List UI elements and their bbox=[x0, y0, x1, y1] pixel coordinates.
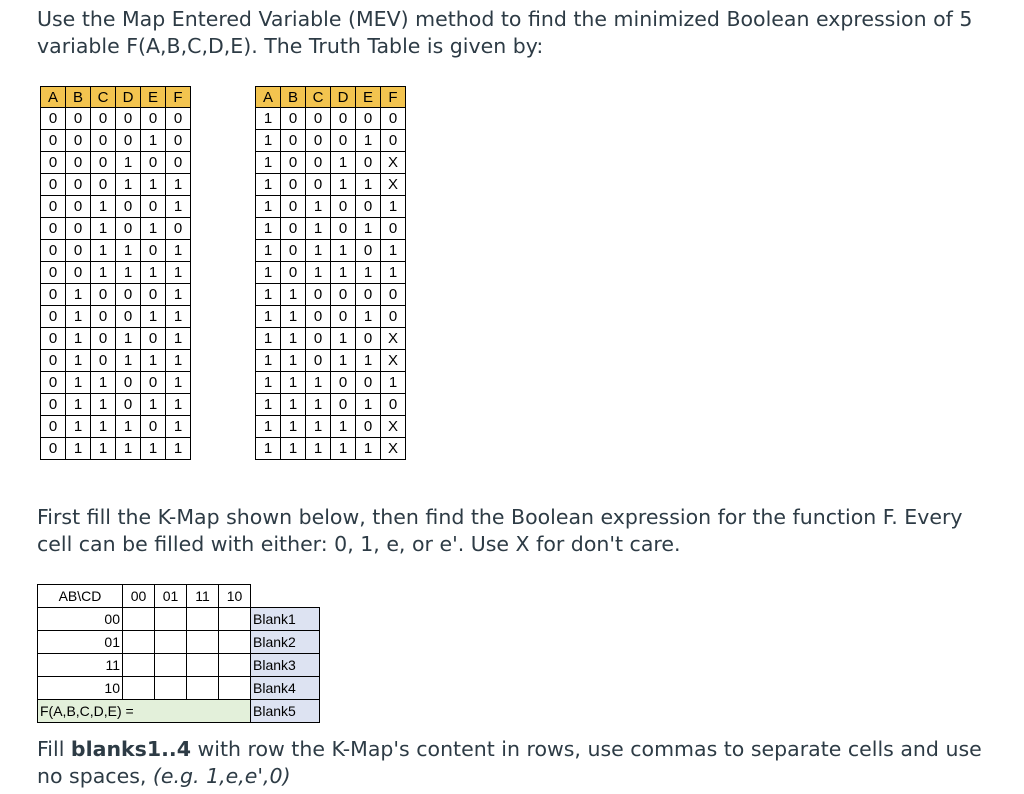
kmap-row-label: 01 bbox=[38, 631, 123, 654]
truth-table-header: B bbox=[66, 87, 91, 108]
truth-table-cell: 0 bbox=[141, 372, 166, 394]
truth-table-cell: 1 bbox=[256, 284, 281, 306]
blank3-field[interactable]: Blank3 bbox=[251, 654, 320, 677]
truth-table-cell: 0 bbox=[91, 350, 116, 372]
truth-table-cell: 0 bbox=[306, 350, 331, 372]
truth-table-header: A bbox=[256, 87, 281, 108]
truth-table-cell: 0 bbox=[356, 284, 381, 306]
blank2-field[interactable]: Blank2 bbox=[251, 631, 320, 654]
truth-table-cell: 1 bbox=[256, 438, 281, 460]
truth-table-row bbox=[256, 174, 406, 196]
truth-table-cell: 0 bbox=[306, 108, 331, 130]
truth-table-cell: 0 bbox=[66, 108, 91, 130]
truth-table-cell: X bbox=[381, 152, 406, 174]
truth-table-row bbox=[41, 240, 191, 262]
truth-table-cell: 0 bbox=[331, 394, 356, 416]
truth-table-cell: 0 bbox=[116, 306, 141, 328]
truth-table-cell: 0 bbox=[66, 240, 91, 262]
truth-table-cell: 1 bbox=[116, 350, 141, 372]
truth-table-cell: 1 bbox=[166, 438, 191, 460]
kmap-col-header: 00 bbox=[123, 585, 155, 608]
truth-table-cell: 1 bbox=[381, 240, 406, 262]
truth-table-row bbox=[41, 416, 191, 438]
truth-table-cell: 0 bbox=[41, 196, 66, 218]
truth-table-cell: 1 bbox=[381, 372, 406, 394]
truth-table-cell: 1 bbox=[331, 328, 356, 350]
truth-table-cell: 0 bbox=[141, 284, 166, 306]
truth-table-row bbox=[41, 108, 191, 130]
truth-table-header: C bbox=[306, 87, 331, 108]
truth-table-cell: 0 bbox=[41, 262, 66, 284]
truth-table-cell: 1 bbox=[66, 438, 91, 460]
truth-table-cell: X bbox=[381, 416, 406, 438]
truth-table-cell: 0 bbox=[91, 174, 116, 196]
truth-table-cell: 1 bbox=[166, 262, 191, 284]
truth-table-cell: 1 bbox=[166, 350, 191, 372]
truth-table-header: B bbox=[281, 87, 306, 108]
truth-table-cell: 0 bbox=[41, 152, 66, 174]
truth-table-row bbox=[256, 196, 406, 218]
kmap-table bbox=[37, 584, 320, 723]
truth-table-cell: 0 bbox=[281, 130, 306, 152]
truth-table-cell: 0 bbox=[116, 218, 141, 240]
kmap-cell bbox=[219, 654, 251, 677]
truth-table-cell: 0 bbox=[281, 240, 306, 262]
truth-table-row bbox=[41, 218, 191, 240]
kmap-row-label: 00 bbox=[38, 608, 123, 631]
truth-table-cell: 0 bbox=[141, 328, 166, 350]
truth-table-cell: 1 bbox=[66, 284, 91, 306]
truth-table-cell: 1 bbox=[356, 130, 381, 152]
kmap-cell bbox=[123, 608, 155, 631]
fill-bold: blanks1..4 bbox=[70, 737, 191, 761]
truth-table-cell: 1 bbox=[256, 196, 281, 218]
truth-table-cell: 0 bbox=[281, 218, 306, 240]
truth-table-cell: 0 bbox=[306, 328, 331, 350]
truth-table-cell: 1 bbox=[141, 174, 166, 196]
truth-table-cell: 0 bbox=[41, 130, 66, 152]
truth-table-cell: 0 bbox=[91, 130, 116, 152]
truth-table-row bbox=[41, 394, 191, 416]
truth-table-cell: 1 bbox=[306, 218, 331, 240]
truth-table-cell: 0 bbox=[116, 394, 141, 416]
truth-table-cell: 1 bbox=[306, 438, 331, 460]
truth-table-cell: 0 bbox=[281, 108, 306, 130]
truth-table-cell: 0 bbox=[41, 372, 66, 394]
truth-table-cell: 0 bbox=[356, 152, 381, 174]
truth-table-cell: 1 bbox=[91, 372, 116, 394]
kmap-cell bbox=[219, 631, 251, 654]
blank5-field[interactable]: Blank5 bbox=[251, 700, 320, 723]
truth-table-cell: 1 bbox=[166, 284, 191, 306]
truth-table-cell: 0 bbox=[381, 130, 406, 152]
truth-table-cell: 1 bbox=[281, 328, 306, 350]
kmap-cell bbox=[187, 654, 219, 677]
truth-table-cell: 0 bbox=[281, 152, 306, 174]
truth-table-cell: 0 bbox=[166, 218, 191, 240]
truth-table-cell: 1 bbox=[306, 372, 331, 394]
truth-table-row bbox=[256, 350, 406, 372]
truth-table-cell: 1 bbox=[91, 262, 116, 284]
truth-table-cell: 0 bbox=[41, 284, 66, 306]
truth-table-row bbox=[256, 284, 406, 306]
truth-table-cell: 1 bbox=[141, 438, 166, 460]
kmap-cell bbox=[155, 677, 187, 700]
truth-table-cell: 1 bbox=[356, 306, 381, 328]
truth-table-cell: 0 bbox=[166, 152, 191, 174]
truth-table-cell: 1 bbox=[256, 416, 281, 438]
truth-table-cell: 1 bbox=[141, 306, 166, 328]
blank4-field[interactable]: Blank4 bbox=[251, 677, 320, 700]
truth-table-cell: 0 bbox=[116, 284, 141, 306]
truth-table-cell: 1 bbox=[66, 350, 91, 372]
truth-table-cell: 1 bbox=[331, 240, 356, 262]
truth-table-cell: 1 bbox=[256, 372, 281, 394]
kmap-col-header: 10 bbox=[219, 585, 251, 608]
truth-table-cell: 0 bbox=[381, 108, 406, 130]
truth-table-cell: 0 bbox=[381, 306, 406, 328]
truth-table-row bbox=[41, 284, 191, 306]
truth-table-cell: 1 bbox=[91, 196, 116, 218]
kmap-corner: AB\CD bbox=[38, 585, 123, 608]
truth-table-cell: 0 bbox=[41, 108, 66, 130]
truth-table-cell: 0 bbox=[331, 130, 356, 152]
truth-table-cell: 0 bbox=[41, 306, 66, 328]
truth-table-cell: 1 bbox=[116, 328, 141, 350]
truth-table-header: F bbox=[381, 87, 406, 108]
truth-table-cell: 1 bbox=[141, 218, 166, 240]
truth-table-row bbox=[256, 372, 406, 394]
truth-table-cell: 1 bbox=[306, 196, 331, 218]
truth-table-cell: 1 bbox=[166, 174, 191, 196]
truth-table-row bbox=[256, 306, 406, 328]
truth-table-cell: 1 bbox=[256, 152, 281, 174]
kmap-row-label: 11 bbox=[38, 654, 123, 677]
truth-table-cell: 0 bbox=[91, 328, 116, 350]
fill-middle: with row the K-Map's content in rows, use commas to separate cells and use no spaces, bbox=[37, 737, 982, 788]
truth-table-cell: 1 bbox=[256, 262, 281, 284]
kmap-cell bbox=[123, 677, 155, 700]
truth-table-cell: 1 bbox=[256, 174, 281, 196]
truth-table-cell: 1 bbox=[66, 416, 91, 438]
truth-table-cell: 1 bbox=[66, 394, 91, 416]
truth-table-cell: 1 bbox=[256, 240, 281, 262]
truth-table-row bbox=[41, 130, 191, 152]
truth-table-header: C bbox=[91, 87, 116, 108]
truth-table-cell: 1 bbox=[281, 438, 306, 460]
truth-table-header: A bbox=[41, 87, 66, 108]
truth-table-cell: 0 bbox=[331, 108, 356, 130]
truth-table-cell: 0 bbox=[356, 240, 381, 262]
truth-table-cell: 1 bbox=[256, 108, 281, 130]
function-label: F(A,B,C,D,E) = bbox=[38, 700, 251, 723]
truth-table-cell: 1 bbox=[91, 438, 116, 460]
truth-table-cell: 1 bbox=[281, 284, 306, 306]
truth-table-cell: 1 bbox=[116, 416, 141, 438]
truth-table-row bbox=[41, 262, 191, 284]
truth-table-cell: 0 bbox=[91, 152, 116, 174]
truth-table-header: E bbox=[356, 87, 381, 108]
truth-table-cell: X bbox=[381, 350, 406, 372]
truth-table-cell: 1 bbox=[306, 262, 331, 284]
truth-table-cell: 1 bbox=[66, 306, 91, 328]
truth-table-cell: 1 bbox=[281, 372, 306, 394]
kmap-row-label: 10 bbox=[38, 677, 123, 700]
intro-text: Use the Map Entered Variable (MEV) method to find the minimized Boolean expression of 5 variable F(A,B,C,D,E). The Truth Table is given by: bbox=[37, 7, 973, 58]
truth-table-row bbox=[256, 240, 406, 262]
truth-table-cell: 1 bbox=[331, 152, 356, 174]
truth-table-cell: 0 bbox=[66, 174, 91, 196]
truth-table-cell: 1 bbox=[256, 350, 281, 372]
truth-table-row bbox=[41, 196, 191, 218]
blank1-field[interactable]: Blank1 bbox=[251, 608, 320, 631]
truth-table-row bbox=[256, 328, 406, 350]
truth-table-cell: 1 bbox=[356, 218, 381, 240]
truth-table-row bbox=[256, 438, 406, 460]
truth-table-row bbox=[41, 350, 191, 372]
truth-table-cell: 0 bbox=[91, 108, 116, 130]
truth-table-cell: 0 bbox=[356, 372, 381, 394]
truth-table-cell: 0 bbox=[116, 372, 141, 394]
truth-table-row bbox=[41, 328, 191, 350]
truth-table-cell: 1 bbox=[166, 306, 191, 328]
truth-table-cell: 0 bbox=[166, 108, 191, 130]
truth-table-cell: 1 bbox=[281, 416, 306, 438]
truth-table-cell: 0 bbox=[116, 196, 141, 218]
truth-table-cell: 1 bbox=[91, 416, 116, 438]
truth-table-cell: 0 bbox=[66, 130, 91, 152]
truth-table-cell: 1 bbox=[166, 372, 191, 394]
truth-table-cell: 1 bbox=[141, 350, 166, 372]
truth-table-cell: 1 bbox=[331, 262, 356, 284]
truth-table-cell: 0 bbox=[381, 218, 406, 240]
truth-table-cell: 0 bbox=[281, 196, 306, 218]
truth-table-header: D bbox=[116, 87, 141, 108]
truth-table-cell: 0 bbox=[141, 152, 166, 174]
truth-table-cell: 1 bbox=[356, 174, 381, 196]
truth-table-cell: 1 bbox=[281, 394, 306, 416]
truth-table-cell: 1 bbox=[331, 350, 356, 372]
truth-table-cell: 1 bbox=[306, 240, 331, 262]
kmap-cell bbox=[187, 608, 219, 631]
truth-table-cell: 0 bbox=[306, 284, 331, 306]
kmap-cell bbox=[219, 677, 251, 700]
truth-table-cell: 0 bbox=[41, 328, 66, 350]
truth-table-row bbox=[256, 262, 406, 284]
truth-table-header: F bbox=[166, 87, 191, 108]
truth-table-cell: 0 bbox=[41, 174, 66, 196]
truth-table-cell: 1 bbox=[256, 394, 281, 416]
truth-table-row bbox=[41, 306, 191, 328]
truth-table-cell: 0 bbox=[41, 350, 66, 372]
kmap-cell bbox=[187, 631, 219, 654]
truth-table-cell: 1 bbox=[256, 130, 281, 152]
truth-table-cell: 0 bbox=[331, 218, 356, 240]
truth-table-cell: 0 bbox=[141, 108, 166, 130]
truth-table-cell: 1 bbox=[116, 240, 141, 262]
truth-table-cell: 0 bbox=[41, 240, 66, 262]
truth-table-cell: 1 bbox=[91, 394, 116, 416]
truth-table-cell: 0 bbox=[166, 130, 191, 152]
truth-table-row bbox=[256, 394, 406, 416]
truth-table-right bbox=[255, 86, 406, 460]
truth-table-cell: 1 bbox=[141, 130, 166, 152]
truth-table-row bbox=[41, 152, 191, 174]
truth-table-cell: 0 bbox=[281, 174, 306, 196]
truth-table-cell: 0 bbox=[41, 394, 66, 416]
fill-prefix: Fill bbox=[37, 737, 71, 761]
truth-table-cell: 0 bbox=[141, 416, 166, 438]
truth-table-cell: 0 bbox=[141, 240, 166, 262]
truth-table-cell: X bbox=[381, 438, 406, 460]
truth-table-row bbox=[41, 372, 191, 394]
instructions-text: First fill the K-Map shown below, then find the Boolean expression for the function F. Every cell can be filled with either: 0, 1, e, or e'. Use X for don't care. bbox=[37, 505, 963, 556]
truth-table-cell: 1 bbox=[356, 394, 381, 416]
truth-table-cell: 1 bbox=[381, 196, 406, 218]
truth-table-cell: 1 bbox=[306, 416, 331, 438]
truth-table-cell: 0 bbox=[381, 394, 406, 416]
truth-table-cell: 0 bbox=[116, 108, 141, 130]
truth-table-cell: 0 bbox=[306, 174, 331, 196]
truth-table-cell: 0 bbox=[381, 284, 406, 306]
truth-table-cell: 1 bbox=[381, 262, 406, 284]
truth-table-cell: 1 bbox=[306, 394, 331, 416]
truth-table-cell: 1 bbox=[256, 306, 281, 328]
truth-table-cell: 1 bbox=[166, 196, 191, 218]
truth-table-cell: 0 bbox=[91, 306, 116, 328]
truth-table-cell: 1 bbox=[91, 240, 116, 262]
kmap-cell bbox=[155, 631, 187, 654]
truth-table-header: E bbox=[141, 87, 166, 108]
truth-table-header: D bbox=[331, 87, 356, 108]
truth-table-cell: 1 bbox=[256, 328, 281, 350]
truth-table-cell: 0 bbox=[306, 130, 331, 152]
truth-table-cell: 1 bbox=[166, 394, 191, 416]
truth-table-cell: 0 bbox=[306, 152, 331, 174]
truth-table-cell: 0 bbox=[356, 328, 381, 350]
fill-example: (e.g. 1,e,e',0) bbox=[152, 764, 291, 788]
truth-table-row bbox=[256, 152, 406, 174]
kmap-cell bbox=[155, 654, 187, 677]
truth-table-cell: 1 bbox=[116, 174, 141, 196]
truth-table-cell: 0 bbox=[66, 152, 91, 174]
truth-table-cell: X bbox=[381, 174, 406, 196]
truth-table-cell: 1 bbox=[356, 438, 381, 460]
kmap-cell bbox=[123, 631, 155, 654]
truth-table-cell: 0 bbox=[356, 416, 381, 438]
truth-table-cell: 0 bbox=[306, 306, 331, 328]
truth-table-cell: 0 bbox=[356, 108, 381, 130]
kmap-cell bbox=[123, 654, 155, 677]
truth-table-cell: 0 bbox=[41, 416, 66, 438]
truth-table-cell: 1 bbox=[331, 438, 356, 460]
kmap-cell bbox=[187, 677, 219, 700]
truth-table-cell: 1 bbox=[331, 416, 356, 438]
truth-table-cell: 0 bbox=[91, 284, 116, 306]
truth-table-cell: 0 bbox=[331, 306, 356, 328]
truth-table-row bbox=[256, 130, 406, 152]
truth-table-cell: 1 bbox=[166, 416, 191, 438]
kmap-col-header: 01 bbox=[155, 585, 187, 608]
truth-table-left bbox=[40, 86, 191, 460]
truth-table-cell: 1 bbox=[141, 394, 166, 416]
truth-table-cell: 1 bbox=[116, 152, 141, 174]
truth-table-row bbox=[41, 174, 191, 196]
truth-table-cell: 1 bbox=[116, 438, 141, 460]
truth-table-cell: 1 bbox=[141, 262, 166, 284]
truth-table-cell: 1 bbox=[256, 218, 281, 240]
truth-table-cell: 1 bbox=[331, 174, 356, 196]
truth-table-cell: 0 bbox=[41, 438, 66, 460]
truth-table-cell: 0 bbox=[331, 196, 356, 218]
truth-table-cell: 1 bbox=[66, 372, 91, 394]
truth-table-cell: 1 bbox=[281, 350, 306, 372]
truth-table-cell: 0 bbox=[41, 218, 66, 240]
truth-table-cell: 0 bbox=[141, 196, 166, 218]
truth-table-cell: 1 bbox=[116, 262, 141, 284]
truth-table-cell: 0 bbox=[331, 372, 356, 394]
truth-table-cell: 1 bbox=[356, 262, 381, 284]
truth-table-cell: 1 bbox=[166, 328, 191, 350]
truth-table-cell: X bbox=[381, 328, 406, 350]
truth-table-cell: 0 bbox=[356, 196, 381, 218]
truth-table-cell: 1 bbox=[356, 350, 381, 372]
truth-table-row bbox=[256, 218, 406, 240]
truth-table-cell: 1 bbox=[166, 240, 191, 262]
truth-table-cell: 0 bbox=[281, 262, 306, 284]
truth-table-cell: 0 bbox=[66, 196, 91, 218]
truth-table-cell: 1 bbox=[91, 218, 116, 240]
truth-table-cell: 0 bbox=[66, 218, 91, 240]
truth-table-cell: 0 bbox=[116, 130, 141, 152]
truth-table-row bbox=[256, 108, 406, 130]
truth-table-cell: 1 bbox=[281, 306, 306, 328]
truth-table-row bbox=[41, 438, 191, 460]
kmap-cell bbox=[219, 608, 251, 631]
truth-table-cell: 0 bbox=[66, 262, 91, 284]
kmap-col-header: 11 bbox=[187, 585, 219, 608]
truth-table-cell: 1 bbox=[66, 328, 91, 350]
truth-table-row bbox=[256, 416, 406, 438]
fill-instructions bbox=[37, 736, 997, 790]
truth-table-cell: 0 bbox=[331, 284, 356, 306]
kmap-cell bbox=[155, 608, 187, 631]
